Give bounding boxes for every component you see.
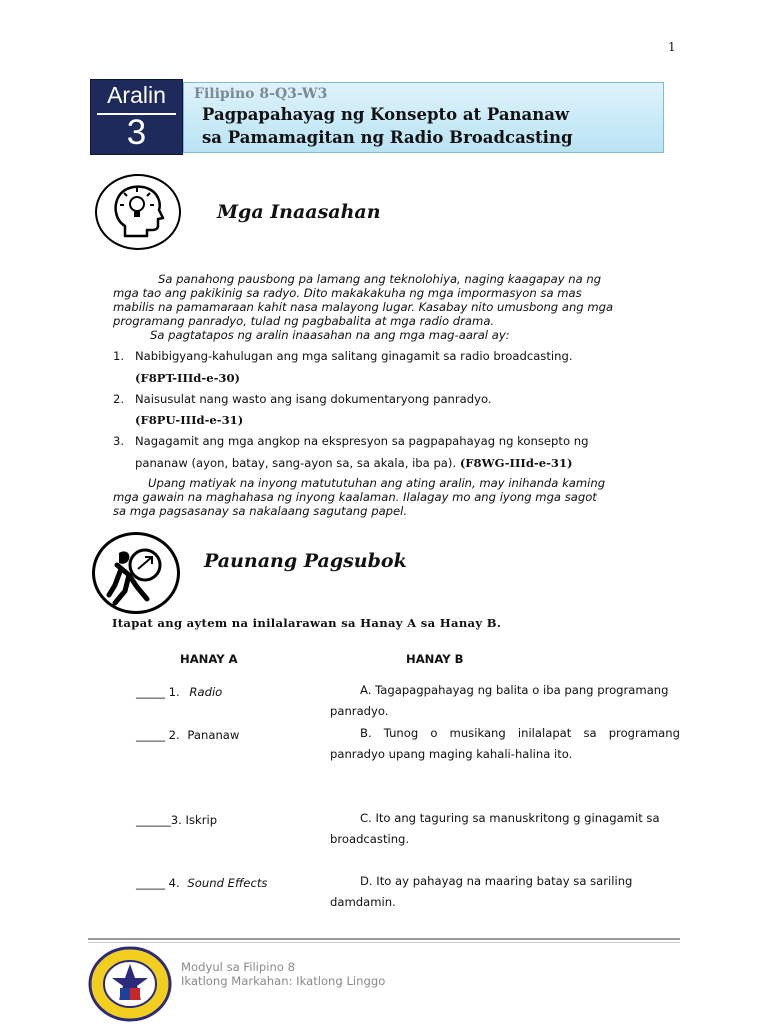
section-heading-pagsubok: Paunang Pagsubok (204, 550, 407, 572)
competency-code: (F8WG-IIId-e-31) (459, 456, 573, 470)
list-item (136, 876, 267, 890)
item-term: Pananaw (187, 728, 240, 742)
lightbulb-head-icon (95, 174, 181, 250)
aralin-label: Aralin (107, 82, 166, 108)
list-item (136, 813, 217, 827)
list-item (136, 685, 222, 699)
competency-code: (F8PU-IIId-e-31) (135, 413, 244, 427)
footer-module-title: Modyul sa Filipino 8 (181, 960, 295, 974)
item-term: Iskrip (185, 813, 218, 827)
answer-blank: _____ 1. (136, 685, 180, 699)
answer-blank: _____ 4. (136, 876, 180, 890)
column-header-hanay-b: HANAY B (406, 652, 464, 666)
aralin-number: 3 (126, 113, 147, 152)
competency-code: (F8PT-IIId-e-30) (135, 371, 241, 385)
footer-divider (88, 938, 680, 940)
objective-number: 2. (113, 392, 125, 406)
aralin-badge (90, 79, 183, 155)
section-heading-inaasahan: Mga Inaasahan (217, 201, 381, 223)
climber-icon (92, 532, 180, 614)
objective-text-line-2: pananaw (ayon, batay, sang-ayon sa, sa akala, iba pa). (135, 456, 457, 470)
item-answer: A. Tagapagpahayag ng balita o iba pang programang panradyo. (330, 683, 669, 718)
intro-line-3: mabilis na pamamaraan kahit nasa malayong lugar. Kasabay nito umusbong ang mga (113, 300, 614, 314)
lesson-title-line-2: sa Pamamagitan ng Radio Broadcasting (202, 128, 573, 147)
objective-text: Naisusulat nang wasto ang isang dokumentaryong panradyo. (135, 392, 492, 406)
lesson-code: Filipino 8-Q3-W3 (194, 86, 328, 102)
list-item (136, 728, 239, 742)
answer-blank: _____ 2. (136, 728, 180, 742)
footer-divider-thin (88, 942, 680, 943)
item-term: Radio (189, 685, 223, 699)
answer-blank: ______3. (136, 813, 182, 827)
closing-line-2: mga gawain na maghahasa ng inyong kaalaman. Ilalagay mo ang iyong mga sagot (113, 490, 597, 504)
item-term: Sound Effects (187, 876, 268, 890)
footer-quarter-week: Ikatlong Markahan: Ikatlong Linggo (181, 974, 386, 988)
objective-text-continued (135, 456, 573, 471)
objective-number: 3. (113, 434, 125, 448)
objective-number: 1. (113, 349, 125, 363)
lesson-title-line-1: Pagpapahayag ng Konsepto at Pananaw (202, 105, 570, 124)
objective-text: Nagagamit ang mga angkop na ekspresyon sa pagpapahayag ng konsepto ng (135, 434, 589, 448)
closing-line-1: Upang matiyak na inyong matututuhan ang ating aralin, may inihanda kaming (148, 476, 606, 490)
schools-division-seal-icon (86, 944, 174, 1022)
intro-line-5: Sa pagtatapos ng aralin inaasahan na ang mga mag-aaral ay: (150, 328, 510, 342)
intro-line-1: Sa panahong pausbong pa lamang ang teknolohiya, naging kaagapay na ng (158, 272, 602, 286)
item-answer: B. Tunog o musikang inilalapat sa programang panradyo upang maging kahali-halina ito. (330, 726, 680, 761)
column-header-hanay-a: HANAY A (180, 652, 238, 666)
intro-line-4: programang panradyo, tulad ng pagbabalita at mga radio drama. (113, 314, 495, 328)
closing-line-3: sa mga pagsasanay sa nakalaang sagutang papel. (113, 504, 408, 518)
lesson-banner (90, 79, 664, 155)
test-instruction: Itapat ang aytem na inilalarawan sa Hanay A sa Hanay B. (112, 616, 502, 630)
objective-text: Nabibigyang-kahulugan ang mga salitang ginagamit sa radio broadcasting. (135, 349, 573, 363)
item-answer: C. Ito ang taguring sa manuskritong g ginagamit sa broadcasting. (330, 811, 660, 846)
lesson-title-box (183, 82, 664, 153)
item-answer: D. Ito ay pahayag na maaring batay sa sariling damdamin. (330, 874, 633, 909)
page-number: 1 (668, 40, 676, 54)
intro-line-2: mga tao ang pakikinig sa radyo. Dito makakakuha ng mga impormasyon sa mas (113, 286, 582, 300)
